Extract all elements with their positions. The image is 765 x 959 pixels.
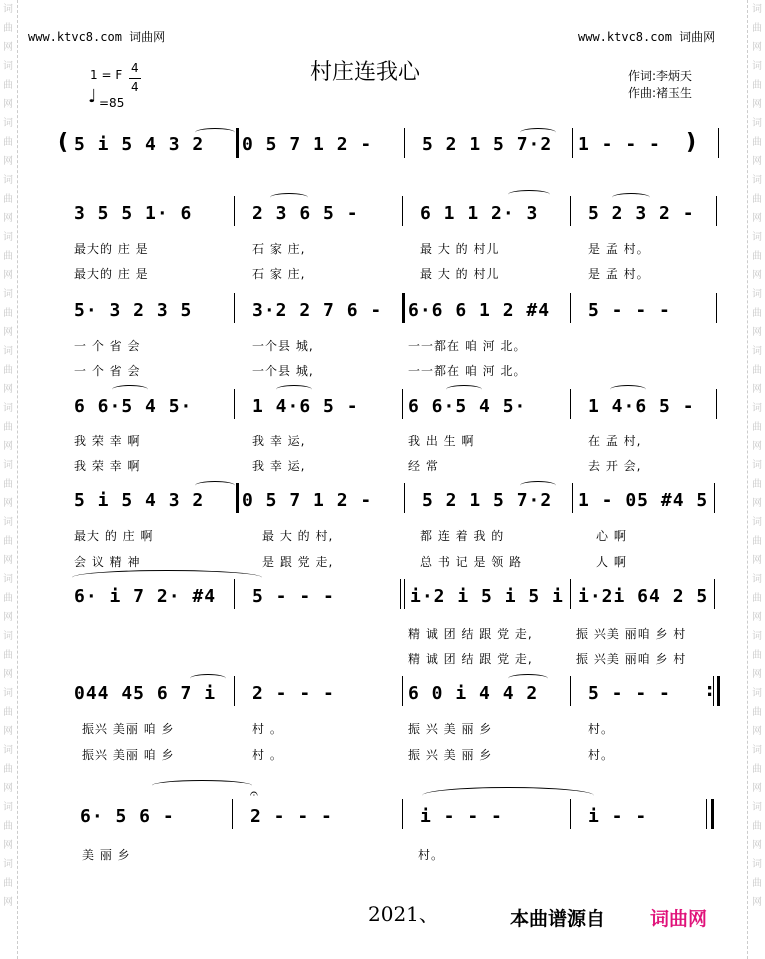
- slur: [612, 193, 650, 202]
- row2-measure4: 5 2 3 2 -: [588, 203, 695, 224]
- row4-lyric1-a: 我 荣 幸 啊: [74, 434, 141, 448]
- barline: [404, 579, 405, 609]
- barline: [404, 483, 405, 513]
- row7-measure3: 6 0 i 4 4 2: [408, 683, 539, 704]
- barline: [234, 676, 235, 706]
- barline: [572, 128, 573, 158]
- row2-lyric2-c: 最 大 的 村儿: [420, 267, 500, 281]
- row2-lyric2-d: 是 孟 村。: [588, 267, 650, 281]
- slur: [610, 385, 646, 394]
- row7-measure2: 2 - - -: [252, 683, 335, 704]
- slur: [276, 385, 312, 394]
- barline: [236, 128, 239, 158]
- composer: 作曲:褚玉生: [628, 86, 693, 100]
- barline: [570, 293, 571, 323]
- row1-measure3: 5 2 1 5 7·2: [422, 134, 553, 155]
- left-border-line: [17, 0, 18, 959]
- slur: [508, 190, 550, 199]
- barline: [234, 579, 235, 609]
- year-note: 2021、: [368, 902, 439, 926]
- row3-lyric2-c: 一一都在 咱 河 北。: [408, 364, 527, 378]
- barline: [402, 676, 403, 706]
- row6-lyric2-a: 精 诚 团 结 跟 党 走,: [408, 652, 533, 666]
- slur: [270, 193, 308, 202]
- barline: [402, 196, 403, 226]
- row4-measure2: 1 4·6 5 -: [252, 396, 359, 417]
- row5-lyric2-a: 会 议 精 神: [74, 555, 141, 569]
- row3-measure3: 6·6 6 1 2 #4: [408, 300, 551, 321]
- row8-measure4: i - -: [588, 806, 648, 827]
- intro-open-paren: (: [58, 130, 69, 155]
- row5-lyric1-d: 心 啊: [596, 529, 627, 543]
- tempo: =85: [99, 96, 125, 110]
- row4-lyric1-c: 我 出 生 啊: [408, 434, 475, 448]
- row2-measure1: 3 5 5 1· 6: [74, 203, 193, 224]
- time-signature-top: 4: [131, 61, 139, 75]
- barline: [234, 293, 235, 323]
- barline: [232, 799, 233, 829]
- row8-measure2: 2 - - -: [250, 806, 333, 827]
- row4-lyric1-d: 在 孟 村,: [588, 434, 642, 448]
- row4-lyric1-b: 我 幸 运,: [252, 434, 306, 448]
- right-border-line: [747, 0, 748, 959]
- intro-close-paren: ): [686, 130, 697, 155]
- left-watermark: 词曲网词曲网词曲网词曲网词曲网词曲网词曲网词曲网词曲网词曲网词曲网词曲网词曲网词曲网词曲网词曲网: [3, 4, 13, 908]
- row6-lyric1-b: 振 兴美 丽咱 乡 村: [576, 627, 687, 641]
- repeat-dots: :: [706, 680, 714, 701]
- barline: [714, 483, 715, 513]
- row7-lyric2-a: 振兴 美丽 咱 乡: [82, 748, 175, 762]
- row8-lyric1-a: 美 丽 乡: [82, 848, 131, 862]
- row2-lyric2-b: 石 家 庄,: [252, 267, 306, 281]
- lyricist: 作词:李炳天: [628, 69, 693, 83]
- row3-measure2: 3·2 2 7 6 -: [252, 300, 383, 321]
- row8-measure1: 6· 5 6 -: [80, 806, 175, 827]
- row8-measure3: i - - -: [420, 806, 503, 827]
- slur: [446, 385, 482, 394]
- row3-lyric2-b: 一个县 城,: [252, 364, 314, 378]
- barline: [402, 799, 403, 829]
- row2-measure3: 6 1 1 2· 3: [420, 203, 539, 224]
- barline: [236, 483, 239, 513]
- row3-measure1: 5· 3 2 3 5: [74, 300, 193, 321]
- row4-lyric2-d: 去 开 会,: [588, 459, 642, 473]
- barline: [718, 128, 719, 158]
- row4-lyric2-c: 经 常: [408, 459, 439, 473]
- time-signature-bottom: 4: [131, 80, 139, 94]
- row7-lyric2-d: 村。: [588, 748, 615, 762]
- row6-lyric2-b: 振 兴美 丽咱 乡 村: [576, 652, 687, 666]
- row7-measure1: 044 45 6 7 i: [74, 683, 217, 704]
- slur: [190, 674, 226, 683]
- right-watermark: 词曲网词曲网词曲网词曲网词曲网词曲网词曲网词曲网词曲网词曲网词曲网词曲网词曲网词曲网词曲网词曲网: [752, 4, 762, 908]
- row2-lyric1-a: 最大的 庄 是: [74, 242, 149, 256]
- barline: [234, 196, 235, 226]
- tie-long: [422, 787, 594, 804]
- row7-measure4: 5 - - -: [588, 683, 671, 704]
- row6-measure2: 5 - - -: [252, 586, 335, 607]
- tie: [152, 780, 252, 791]
- barline: [400, 579, 401, 609]
- end-barline: [717, 676, 720, 706]
- row2-measure2: 2 3 6 5 -: [252, 203, 359, 224]
- source-brand-link[interactable]: 词曲网: [650, 908, 708, 930]
- row3-lyric1-c: 一一都在 咱 河 北。: [408, 339, 527, 353]
- key-signature: 1 = F: [90, 68, 123, 82]
- row2-lyric1-b: 石 家 庄,: [252, 242, 306, 256]
- song-title: 村庄连我心: [310, 60, 421, 85]
- row5-lyric1-c: 都 连 着 我 的: [420, 529, 505, 543]
- barline: [572, 483, 573, 513]
- row2-lyric1-c: 最 大 的 村儿: [420, 242, 500, 256]
- row5-lyric2-c: 总 书 记 是 领 路: [420, 555, 523, 569]
- row5-lyric2-d: 人 啊: [596, 555, 627, 569]
- barline: [570, 676, 571, 706]
- barline: [234, 389, 235, 419]
- barline: [570, 389, 571, 419]
- slur: [520, 481, 556, 490]
- slur: [508, 674, 548, 683]
- barline: [716, 196, 717, 226]
- row5-measure3: 5 2 1 5 7·2: [422, 490, 553, 511]
- row4-lyric2-a: 我 荣 幸 啊: [74, 459, 141, 473]
- row5-measure2: 0 5 7 1 2 -: [242, 490, 373, 511]
- barline: [404, 128, 405, 158]
- barline: [570, 196, 571, 226]
- row4-measure3: 6 6·5 4 5·: [408, 396, 527, 417]
- barline: [706, 799, 707, 829]
- barline: [713, 676, 714, 706]
- row7-lyric1-a: 振兴 美丽 咱 乡: [82, 722, 175, 736]
- row3-lyric2-a: 一 个 省 会: [74, 364, 141, 378]
- row7-lyric2-c: 振 兴 美 丽 乡: [408, 748, 493, 762]
- row4-measure1: 6 6·5 4 5·: [74, 396, 193, 417]
- row2-lyric1-d: 是 孟 村。: [588, 242, 650, 256]
- slur: [520, 128, 556, 137]
- row5-lyric2-b: 是 跟 党 走,: [262, 555, 334, 569]
- row2-lyric2-a: 最大的 庄 是: [74, 267, 149, 281]
- barline: [402, 389, 403, 419]
- row3-measure4: 5 - - -: [588, 300, 671, 321]
- row5-lyric1-b: 最 大 的 村,: [262, 529, 334, 543]
- slur: [195, 481, 235, 490]
- row4-measure4: 1 4·6 5 -: [588, 396, 695, 417]
- row1-measure1: 5 i 5 4 3 2: [74, 134, 205, 155]
- row6-measure4: i·2i 64 2 5: [578, 586, 709, 607]
- barline: [716, 293, 717, 323]
- barline: [570, 799, 571, 829]
- row4-lyric2-b: 我 幸 运,: [252, 459, 306, 473]
- row7-lyric1-b: 村 。: [252, 722, 283, 736]
- site-url-right[interactable]: www.ktvc8.com 词曲网: [578, 30, 716, 44]
- barline: [570, 579, 571, 609]
- barline: [716, 389, 717, 419]
- row6-measure3: i·2 i 5 i 5 i: [410, 586, 564, 607]
- row5-lyric1-a: 最大 的 庄 啊: [74, 529, 154, 543]
- source-text: 本曲谱源自: [510, 908, 606, 930]
- final-barline: [711, 799, 714, 829]
- slur: [195, 128, 235, 137]
- row7-lyric1-d: 村。: [588, 722, 615, 736]
- site-url-left[interactable]: www.ktvc8.com 词曲网: [28, 30, 166, 44]
- barline: [714, 579, 715, 609]
- row5-measure4: 1 - 05 #4 5: [578, 490, 709, 511]
- row7-lyric2-b: 村 。: [252, 748, 283, 762]
- time-signature-line: [129, 78, 141, 79]
- row6-lyric1-a: 精 诚 团 结 跟 党 走,: [408, 627, 533, 641]
- row7-lyric1-c: 振 兴 美 丽 乡: [408, 722, 493, 736]
- row8-lyric1-b: 村。: [418, 848, 445, 862]
- fermata-icon: 𝄐: [250, 786, 258, 802]
- barline: [402, 293, 405, 323]
- slur: [112, 385, 148, 394]
- quarter-note-icon: ♩: [88, 86, 97, 107]
- row5-measure1: 5 i 5 4 3 2: [74, 490, 205, 511]
- row1-measure4: 1 - - -: [578, 134, 661, 155]
- row3-lyric1-b: 一个县 城,: [252, 339, 314, 353]
- row6-measure1: 6· i 7 2· #4: [74, 586, 217, 607]
- row3-lyric1-a: 一 个 省 会: [74, 339, 141, 353]
- row1-measure2: 0 5 7 1 2 -: [242, 134, 373, 155]
